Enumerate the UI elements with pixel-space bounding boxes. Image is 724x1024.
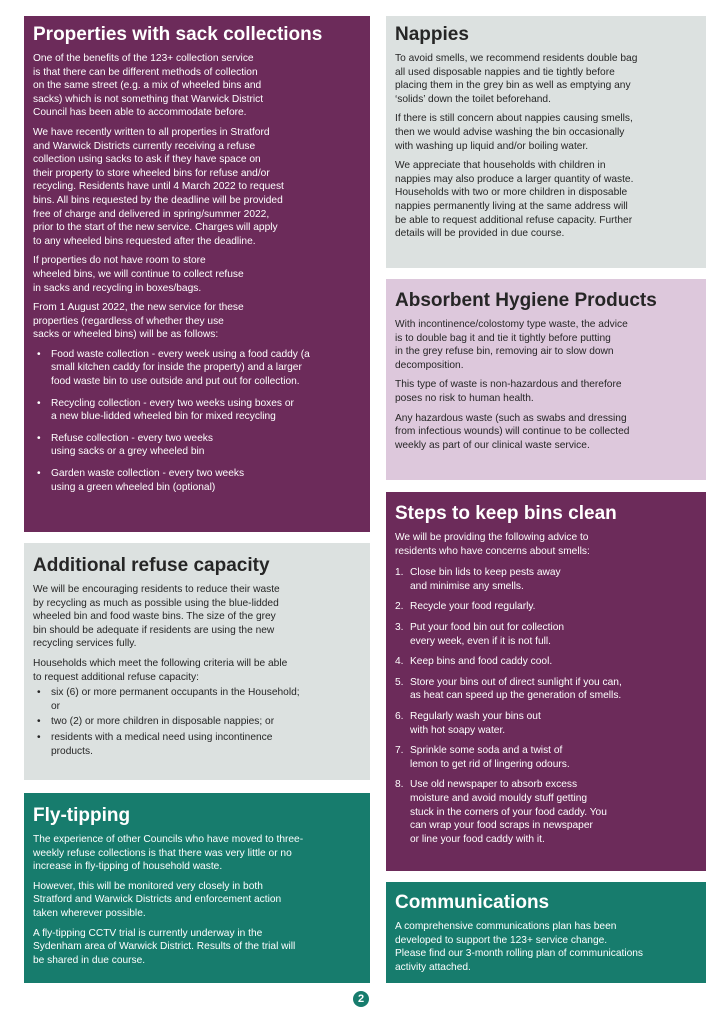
step-text: Store your bins out of direct sunlight if you can, as heat can speed up the generation of smells.	[410, 676, 622, 702]
steps-list	[395, 566, 696, 846]
step-number: 7.	[395, 745, 404, 757]
list-item	[395, 600, 696, 614]
absorbent-paragraph-2: This type of waste is non-hazardous and therefore poses no risk to human health.	[395, 379, 622, 404]
step-number: 6.	[395, 710, 404, 722]
sack-paragraph-3: If properties do not have room to store wheeled bins, we will continue to collect refuse in sacks and recycling in boxes/bags.	[33, 255, 244, 294]
fly-tipping-paragraph-2: However, this will be monitored very closely in both Stratford and Warwick Districts and enforcement action taken wherever possible.	[33, 880, 282, 919]
additional-capacity-panel	[24, 543, 370, 780]
fly-tipping-title: Fly-tipping	[33, 805, 131, 826]
step-number: 2.	[395, 601, 404, 613]
fly-tipping-paragraph-3: A fly-tipping CCTV trial is currently underway in the Sydenham area of Warwick District. Results of the trial will be shared in due course.	[33, 927, 296, 966]
list-item	[395, 710, 696, 737]
list-item	[395, 676, 696, 703]
communications-panel	[386, 882, 706, 983]
nappies-panel	[386, 16, 706, 268]
sack-paragraph-1: One of the benefits of the 123+ collection service is that there can be different methods of collection on the same street (e.g. a mix of wheeled bins and sacks) which is not something that Warwick District Council has been able to accommodate before.	[33, 53, 264, 119]
list-item: • Food waste collection - every week using a food caddy (a small kitchen caddy for inside the property) and a larger food waste bin to use outside and put out for collection.	[33, 348, 360, 389]
nappies-title: Nappies	[395, 24, 469, 45]
list-item	[395, 655, 696, 669]
step-text: Close bin lids to keep pests away and minimise any smells.	[410, 567, 561, 592]
sack-collections-panel	[24, 16, 370, 532]
step-text: Keep bins and food caddy cool.	[410, 656, 553, 668]
fly-tipping-panel	[24, 793, 370, 983]
nappies-paragraph-2: If there is still concern about nappies causing smells, then we would advise washing the bin occasionally with washing up liquid and/or boiling water.	[395, 113, 633, 152]
step-number: 8.	[395, 779, 404, 791]
list-item: • six (6) or more permanent occupants in the Household; or	[33, 686, 360, 713]
absorbent-paragraph-1: With incontinence/colostomy type waste, the advice is to double bag it and tie it tightly before putting in the grey refuse bin, removing air to slow down decomposition.	[395, 319, 628, 371]
list-item: • Recycling collection - every two weeks using boxes or a new blue-lidded wheeled bin for mixed recycling	[33, 397, 360, 424]
list-item: • Garden waste collection - every two weeks using a green wheeled bin (optional)	[33, 467, 360, 494]
list-item: • two (2) or more children in disposable nappies; or	[33, 715, 360, 729]
step-text: Sprinkle some soda and a twist of lemon to get rid of lingering odours.	[410, 745, 570, 770]
additional-capacity-title: Additional refuse capacity	[33, 555, 270, 576]
absorbent-hygiene-panel	[386, 279, 706, 480]
nappies-paragraph-1: To avoid smells, we recommend residents double bag all used disposable nappies and tie tightly before placing them in the grey bin as well as emptying any ‘solids’ down the toilet beforehand.	[395, 53, 638, 105]
step-number: 4.	[395, 656, 404, 668]
step-number: 5.	[395, 676, 404, 688]
list-item	[395, 621, 696, 648]
steps-intro: We will be providing the following advice to residents who have concerns about smells:	[395, 532, 590, 557]
additional-paragraph-1: We will be encouraging residents to reduce their waste by recycling as much as possible using the blue-lidded wheeled bin and food waste bins. The size of the grey bin should be adequate if residents are using the new recycling services fully.	[33, 584, 280, 650]
additional-paragraph-2: Households which meet the following criteria will be able to request additional refuse capacity:	[33, 657, 288, 683]
sack-collections-title: Properties with sack collections	[33, 24, 323, 45]
fly-tipping-paragraph-1: The experience of other Councils who have moved to three- weekly refuse collections is that there was very little or no increase in fly-tipping of household waste.	[33, 834, 304, 873]
communications-title: Communications	[395, 892, 550, 913]
list-item	[395, 778, 696, 846]
step-text: Use old newspaper to absorb excess moisture and avoid mouldy stuff getting stuck in the corners of your food caddy. You can wrap your food scraps in newspaper or line your food caddy with it.	[410, 779, 607, 845]
criteria-list	[33, 686, 360, 758]
step-number: 1.	[395, 567, 404, 579]
sack-paragraph-2: We have recently written to all properties in Stratford and Warwick Districts currently receiving a refuse collection using sacks to ask if they have space on their property to store wheeled bins for refuse and/or recycling. Residents have until 4 March 2022 to request bins. All bins requested by the deadline will be provided free of charge and delivered in spring/summer 2022, prior to the start of the new service. Charges will apply to any wheeled bins requested after the deadline.	[33, 126, 284, 247]
absorbent-hygiene-title: Absorbent Hygiene Products	[395, 290, 657, 311]
list-item: • Refuse collection - every two weeks using sacks or a grey wheeled bin	[33, 432, 360, 459]
steps-title: Steps to keep bins clean	[395, 503, 617, 524]
list-item: • residents with a medical need using incontinence products.	[33, 731, 360, 758]
list-item	[395, 566, 696, 593]
page-number-badge: 2	[353, 991, 369, 1007]
nappies-paragraph-3: We appreciate that households with children in nappies may also produce a larger quantity of waste. Households with two or more children in disposable nappies permanently living at the same address will be able to request additional refuse capacity. Further details will be provided in due course.	[395, 160, 634, 240]
step-text: Put your food bin out for collection every week, even if it is not full.	[410, 621, 565, 647]
communications-paragraph: A comprehensive communications plan has been developed to support the 123+ service change. Please find our 3-month rolling plan of communications activity attached.	[395, 921, 644, 973]
step-number: 3.	[395, 621, 404, 633]
list-item	[395, 744, 696, 771]
sack-service-list	[33, 348, 360, 494]
step-text: Regularly wash your bins out with hot soapy water.	[410, 710, 541, 736]
step-text: Recycle your food regularly.	[410, 601, 536, 613]
steps-panel	[386, 492, 706, 871]
absorbent-paragraph-3: Any hazardous waste (such as swabs and dressing from infectious wounds) will continue to be collected weekly as part of our clinical waste service.	[395, 412, 630, 451]
sack-paragraph-4: From 1 August 2022, the new service for these properties (regardless of whether they use sacks or wheeled bins) will be as follows:	[33, 302, 244, 341]
